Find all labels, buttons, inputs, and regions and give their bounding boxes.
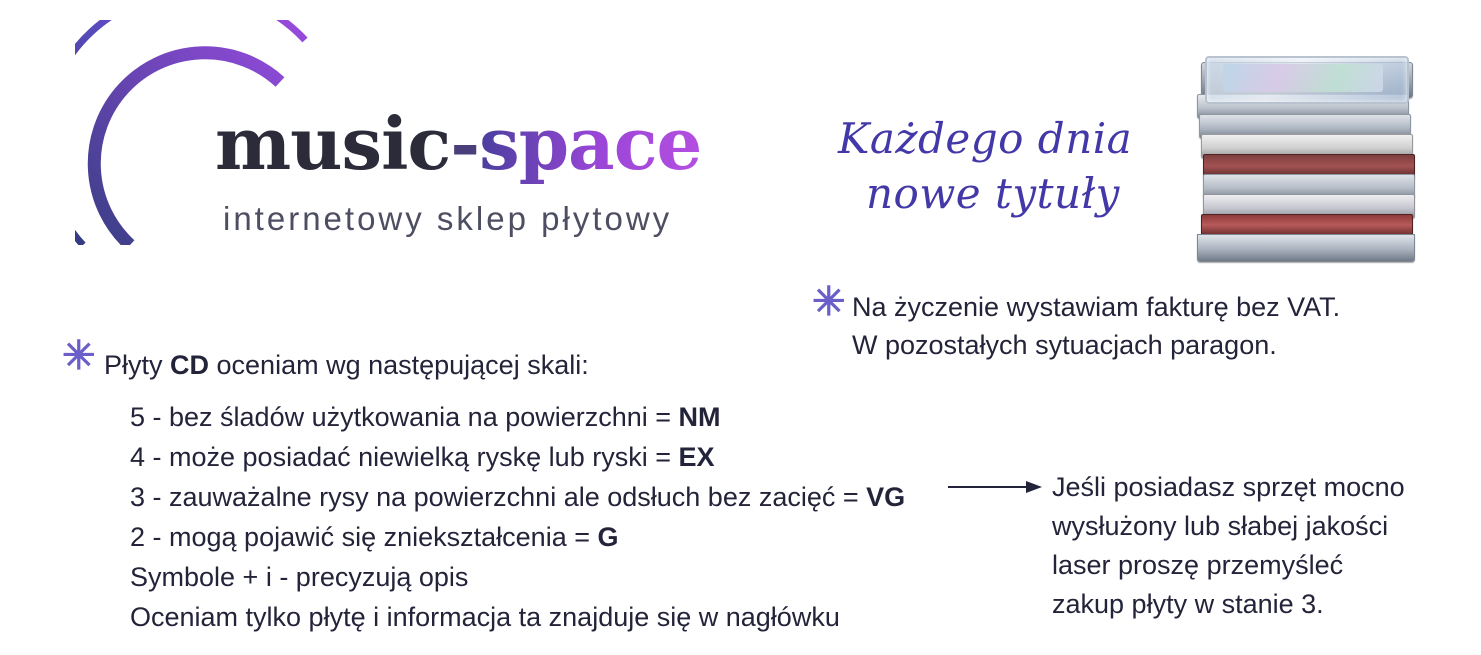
grading-title xyxy=(104,350,589,381)
grading-list xyxy=(130,398,905,638)
invoice-note-line-2: W pozostałych sytuacjach paragon. xyxy=(852,330,1277,361)
asterisk-icon: ✳ xyxy=(62,334,96,378)
list-item xyxy=(130,478,905,518)
invoice-note-line-1: Na życzenie wystawiam fakturę bez VAT. xyxy=(852,292,1341,322)
arrow-shaft xyxy=(948,486,1032,488)
cd-disc-sheen xyxy=(1223,64,1383,92)
grading-item-grade: VG xyxy=(866,481,906,512)
advice-line-2: wysłużony lub słabej jakości xyxy=(1052,511,1389,542)
list-item: Oceniam tylko płytę i informacja ta znajduje się w nagłówku xyxy=(130,601,840,632)
invoice-note-text xyxy=(852,288,1340,365)
tagline-line-1: Każdego dnia xyxy=(838,114,1133,163)
asterisk-icon: ✳ xyxy=(812,280,846,324)
cd-cases-stack-image xyxy=(1185,62,1435,267)
advice-line-3: laser proszę przemyśleć xyxy=(1052,550,1344,581)
grading-item-grade: NM xyxy=(678,402,721,432)
advice-line-1: Jeśli posiadasz sprzęt mocno xyxy=(1052,472,1405,502)
grading-title-suffix: oceniam wg następującej skali: xyxy=(209,350,589,380)
list-item xyxy=(130,438,905,478)
advice-line-4: zakup płyty w stanie 3. xyxy=(1052,589,1324,620)
grading-item-grade: EX xyxy=(678,441,715,472)
grading-title-prefix: Płyty xyxy=(104,350,171,380)
logo-word-music: music xyxy=(215,101,451,186)
list-item xyxy=(130,398,905,438)
grading-item-text: 4 - może posiadać niewielką ryskę lub ryski = xyxy=(130,441,679,472)
arrow-head xyxy=(1026,481,1042,493)
grading-item-text: 2 - mogą pojawić się zniekształcenia = xyxy=(130,521,598,552)
advice-block xyxy=(1052,468,1405,625)
grading-title-bold: CD xyxy=(170,350,210,380)
right-arrow-icon xyxy=(948,480,1044,494)
logo-word-space: space xyxy=(479,101,702,186)
tagline-line-2: nowe tytuły xyxy=(866,168,1120,218)
grading-item-grade: G xyxy=(597,521,619,552)
grading-item-text: 3 - zauważalne rysy na powierzchni ale odsłuch bez zacięć = xyxy=(130,481,867,512)
logo-word-dash: - xyxy=(450,101,480,186)
logo-block xyxy=(75,20,775,250)
logo-wordmark xyxy=(215,101,702,186)
grading-item-text: 5 - bez śladów użytkowania na powierzchni = xyxy=(130,402,679,432)
logo-subtitle: internetowy sklep płytowy xyxy=(223,200,673,237)
list-item xyxy=(130,518,905,558)
list-item: Symbole + i - precyzują opis xyxy=(130,561,469,592)
tagline xyxy=(838,112,1132,221)
